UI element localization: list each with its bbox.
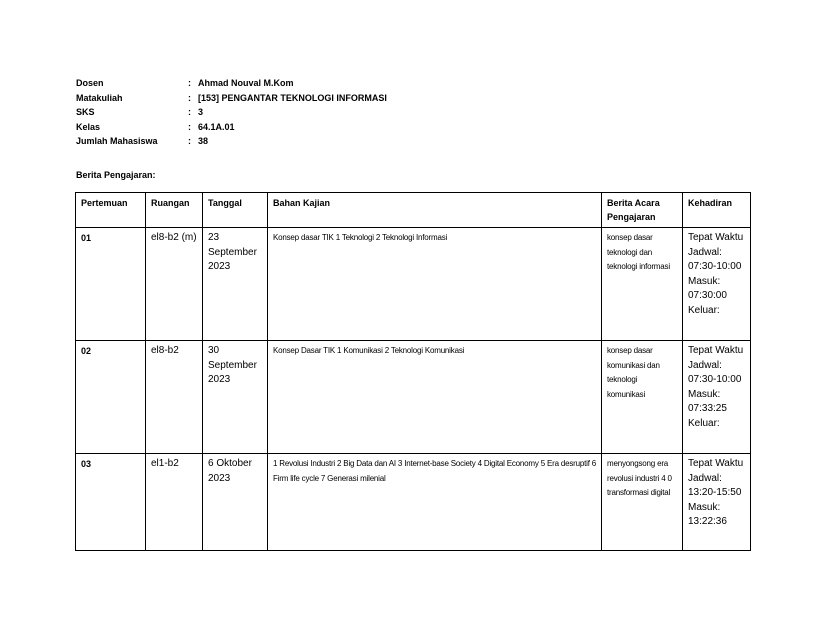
cell-pertemuan: 02 [76, 341, 146, 454]
cell-ruangan: el1-b2 [146, 454, 203, 551]
table-row [76, 454, 751, 551]
info-value: Ahmad Nouval M.Kom [198, 78, 294, 88]
header-berita-acara: Berita Acara Pengajaran [602, 193, 683, 228]
info-colon: : [188, 121, 191, 132]
cell-tanggal: 23 September 2023 [203, 228, 268, 341]
header-bahan-kajian: Bahan Kajian [268, 193, 602, 228]
table-row [76, 341, 751, 454]
kehadiran-text: Tepat Waktu Jadwal: 07:30-10:00 Masuk: 07:33:25 Keluar: [688, 345, 744, 429]
info-colon: : [188, 92, 191, 103]
cell-tanggal: 6 Oktober 2023 [203, 454, 268, 551]
info-value: [153] PENGANTAR TEKNOLOGI INFORMASI [198, 92, 387, 103]
kehadiran-text: Tepat Waktu Jadwal: 13:20-15:50 Masuk: 13:22:36 [688, 458, 744, 527]
cell-bahan-kajian: 1 Revolusi Industri 2 Big Data dan AI 3 Internet-base Society 4 Digital Economy 5 Era desruptif 6 Firm life cycle 7 Generasi milenial [268, 454, 602, 551]
header-kehadiran: Kehadiran [683, 193, 751, 228]
cell-pertemuan: 01 [76, 228, 146, 341]
cell-bahan-kajian: Konsep dasar TIK 1 Teknologi 2 Teknologi Informasi [268, 228, 602, 341]
info-colon: : [188, 78, 191, 88]
cell-berita-acara: konsep dasar teknologi dan teknologi informasi [602, 228, 683, 341]
kehadiran-text: Tepat Waktu Jadwal: 07:30-10:00 Masuk: 07:30:00 Keluar: [688, 232, 744, 316]
table-row [76, 228, 751, 341]
info-label: Matakuliah [76, 92, 123, 103]
cell-berita-acara: konsep dasar komunikasi dan teknologi komunikasi [602, 341, 683, 454]
cell-bahan-kajian: Konsep Dasar TIK 1 Komunikasi 2 Teknologi Komunikasi [268, 341, 602, 454]
cell-kehadiran [683, 228, 751, 341]
info-label: Kelas [76, 121, 101, 132]
cell-ruangan: el8-b2 (m) [146, 228, 203, 341]
teaching-log-table [75, 192, 751, 551]
info-label: Dosen [76, 78, 104, 88]
info-colon: : [188, 107, 191, 117]
cell-pertemuan: 03 [76, 454, 146, 551]
header-pertemuan: Pertemuan [76, 193, 146, 228]
cell-tanggal: 30 September 2023 [203, 341, 268, 454]
info-value: 64.1A.01 [198, 121, 235, 132]
cell-kehadiran [683, 454, 751, 551]
cell-berita-acara: menyongsong era revolusi industri 4 0 transformasi digital [602, 454, 683, 551]
table-header-row [76, 193, 751, 228]
cell-kehadiran [683, 341, 751, 454]
cell-ruangan: el8-b2 [146, 341, 203, 454]
header-tanggal: Tanggal [203, 193, 268, 228]
info-label: SKS [76, 107, 95, 117]
header-ruangan: Ruangan [146, 193, 203, 228]
section-title: Berita Pengajaran: [76, 170, 156, 180]
info-colon: : [188, 136, 191, 146]
info-label: Jumlah Mahasiswa [76, 136, 158, 146]
info-value: 38 [198, 136, 209, 146]
info-value: 3 [198, 107, 204, 117]
